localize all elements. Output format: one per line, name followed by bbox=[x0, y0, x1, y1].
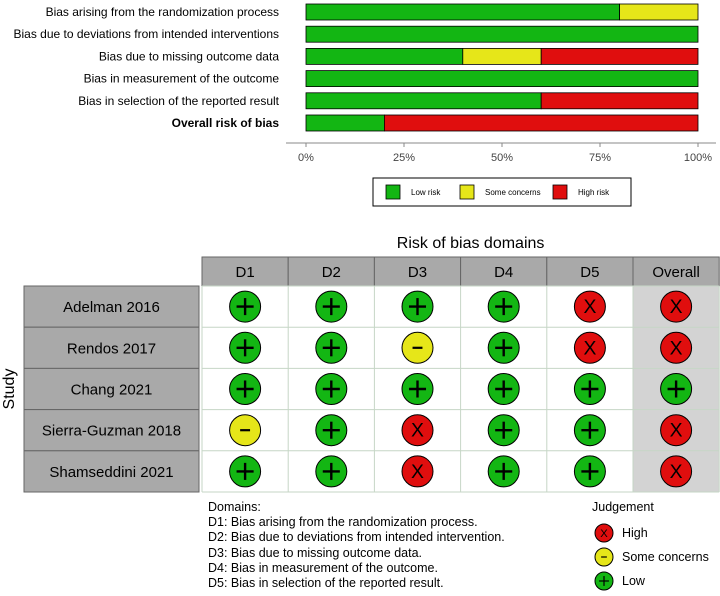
judgement-low-icon bbox=[574, 456, 605, 487]
judgement-legend-symbols bbox=[592, 500, 620, 596]
x-tick-label: 50% bbox=[490, 152, 514, 164]
domains-legend-item: D5: Bias in selection of the reported result. bbox=[208, 576, 444, 591]
domains-legend-item: D4: Bias in measurement of the outcome. bbox=[208, 560, 438, 575]
column-header-label: D3 bbox=[407, 264, 428, 281]
judgement-low-icon bbox=[488, 332, 519, 363]
column-header-label: Overall bbox=[652, 264, 700, 281]
study-label: Rendos 2017 bbox=[66, 340, 157, 358]
study-axis-label: Study bbox=[1, 368, 18, 410]
judgement-some-icon bbox=[230, 415, 261, 446]
domains-legend-item: D2: Bias due to deviations from intended intervention. bbox=[208, 530, 505, 545]
category-label: Bias due to missing outcome data bbox=[98, 49, 279, 64]
judgement-legend-label-low: Low bbox=[622, 574, 645, 588]
svg-text:X: X bbox=[411, 419, 424, 442]
svg-text:X: X bbox=[669, 296, 683, 319]
svg-text:X: X bbox=[669, 419, 683, 442]
category-label: Overall risk of bias bbox=[171, 116, 279, 130]
domains-legend-item: D3: Bias due to missing outcome data. bbox=[208, 545, 423, 560]
x-tick-label: 0% bbox=[298, 152, 314, 164]
svg-text:X: X bbox=[669, 337, 683, 360]
judgement-low-icon bbox=[230, 291, 261, 322]
judgement-high-icon bbox=[661, 332, 692, 363]
judgement-high-icon bbox=[402, 456, 433, 487]
category-label: Bias arising from the randomization process bbox=[45, 5, 279, 19]
domains-legend-title: Domains: bbox=[208, 500, 261, 514]
column-header-label: D2 bbox=[321, 264, 341, 281]
judgement-low-icon bbox=[574, 374, 605, 405]
category-label: Bias due to deviations from intended interventions bbox=[13, 27, 279, 42]
judgement-low-icon bbox=[230, 374, 261, 405]
judgement-high-icon bbox=[661, 456, 692, 487]
judgement-low-icon bbox=[661, 374, 692, 405]
bar-legend-label: High risk bbox=[578, 188, 610, 197]
judgement-low-icon bbox=[488, 456, 519, 487]
judgement-high-icon bbox=[402, 415, 433, 446]
judgement-low-icon bbox=[316, 374, 347, 405]
bar-legend-label: Some concerns bbox=[485, 188, 541, 197]
column-header-label: D5 bbox=[580, 264, 600, 281]
judgement-low-icon bbox=[316, 456, 347, 487]
svg-text:X: X bbox=[583, 337, 597, 360]
judgement-low-icon bbox=[316, 332, 347, 363]
judgement-legend-label-some: Some concerns bbox=[622, 550, 709, 564]
judgement-low-icon bbox=[316, 415, 347, 446]
domains-legend bbox=[208, 500, 505, 591]
judgement-high-icon bbox=[574, 332, 605, 363]
study-label: Sierra-Guzman 2018 bbox=[41, 422, 182, 440]
judgement-high-icon bbox=[661, 415, 692, 446]
legend-high-icon bbox=[595, 524, 613, 542]
judgement-low-icon bbox=[488, 415, 519, 446]
judgement-low-icon bbox=[402, 291, 433, 322]
svg-text:X: X bbox=[669, 460, 683, 483]
column-header-label: D4 bbox=[494, 264, 514, 281]
study-label: Chang 2021 bbox=[70, 381, 153, 399]
judgement-low-icon bbox=[574, 415, 605, 446]
svg-text:X: X bbox=[411, 460, 424, 483]
judgement-high-icon bbox=[661, 291, 692, 322]
study-label: Adelman 2016 bbox=[63, 299, 160, 317]
judgement-low-icon bbox=[316, 291, 347, 322]
x-tick-label: 100% bbox=[683, 152, 713, 164]
svg-text:X: X bbox=[600, 527, 608, 540]
column-header-label: D1 bbox=[235, 264, 255, 281]
legend-low-icon bbox=[595, 572, 613, 590]
traffic-light-title: Risk of bias domains bbox=[396, 235, 545, 252]
judgement-low-icon bbox=[402, 374, 433, 405]
x-tick-label: 25% bbox=[392, 152, 416, 164]
category-label: Bias in selection of the reported result bbox=[78, 93, 279, 108]
bar-legend-label: Low risk bbox=[411, 188, 441, 197]
svg-text:X: X bbox=[583, 296, 597, 319]
judgement-legend-title: Judgement bbox=[592, 500, 654, 514]
x-tick-label: 75% bbox=[588, 152, 612, 164]
judgement-low-icon bbox=[488, 291, 519, 322]
judgement-low-icon bbox=[230, 332, 261, 363]
judgement-some-icon bbox=[402, 332, 433, 363]
judgement-legend-label-high: High bbox=[622, 526, 648, 540]
category-label: Bias in measurement of the outcome bbox=[83, 71, 279, 86]
study-label: Shamseddini 2021 bbox=[49, 463, 174, 481]
domains-legend-item: D1: Bias arising from the randomization process. bbox=[208, 515, 478, 530]
legend-some-icon bbox=[595, 548, 613, 566]
judgement-high-icon bbox=[574, 291, 605, 322]
judgement-low-icon bbox=[230, 456, 261, 487]
judgement-low-icon bbox=[488, 374, 519, 405]
